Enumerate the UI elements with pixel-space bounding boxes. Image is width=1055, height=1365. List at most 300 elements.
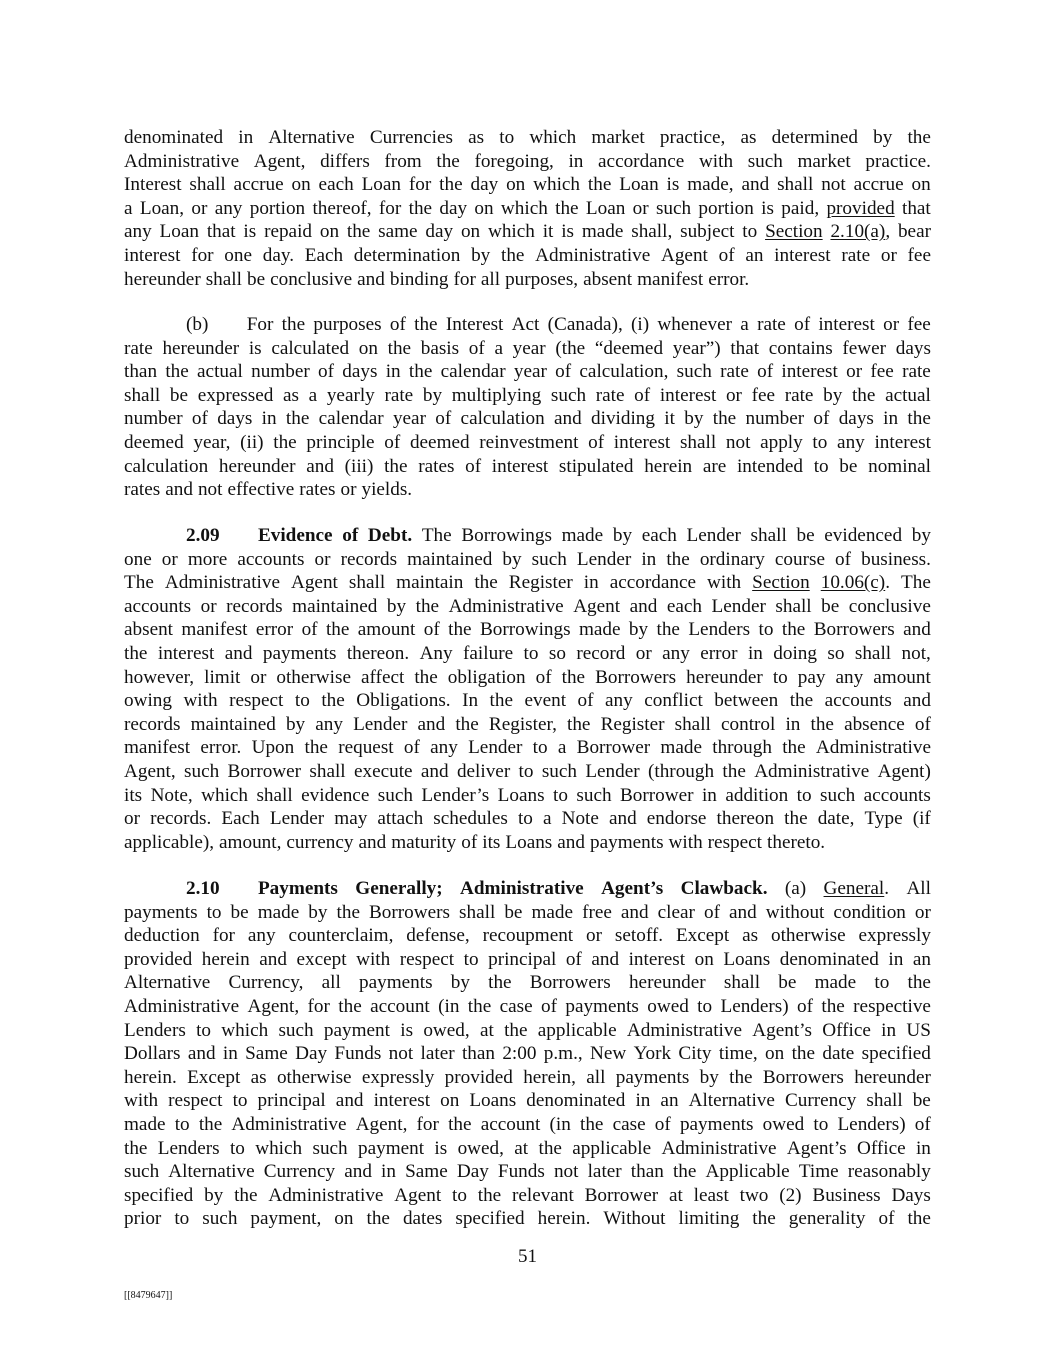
word: reinvestment (479, 431, 579, 453)
word: shall, (631, 221, 673, 243)
word (824, 877, 890, 901)
word: conclusive (848, 595, 931, 617)
word: of (703, 901, 720, 923)
word: an (745, 244, 764, 266)
word: is (666, 174, 680, 196)
word: than (461, 1043, 495, 1065)
word: by (684, 408, 704, 430)
word: subject (680, 221, 735, 243)
word: at (479, 1019, 494, 1041)
word: is (761, 197, 774, 219)
text-line (124, 642, 931, 666)
word: Day (456, 1161, 489, 1183)
word: the (712, 408, 737, 430)
word: the (436, 150, 460, 172)
word: the (366, 1208, 390, 1230)
word: the (500, 244, 525, 266)
word: a (308, 384, 318, 406)
word: Borrower (584, 1184, 659, 1206)
word: day (439, 197, 468, 219)
word: rate (124, 337, 153, 359)
word: to (523, 642, 539, 664)
word: the (448, 1113, 472, 1135)
word: the (722, 760, 746, 782)
word: calendar (440, 361, 506, 383)
word: Administrative (231, 1113, 347, 1135)
word: and (557, 831, 585, 853)
word: of (389, 314, 406, 335)
word: evidenced (824, 525, 903, 546)
word: for (307, 995, 330, 1017)
word: as (283, 384, 299, 406)
word: otherwise (770, 925, 846, 947)
word: endorse (646, 808, 707, 830)
word: on (440, 1090, 460, 1112)
text-line (124, 1042, 931, 1066)
word: not (553, 1161, 579, 1183)
word: as (742, 925, 759, 947)
word: on (334, 1208, 354, 1230)
word: to (812, 431, 828, 453)
word: Loans (469, 1090, 517, 1112)
word: addition (725, 784, 789, 806)
word: Act (511, 314, 540, 335)
word: owing (124, 690, 172, 712)
word: Loans (497, 784, 545, 806)
word: Dollars (124, 1043, 181, 1065)
word: business. (861, 548, 931, 570)
word: the (789, 690, 814, 712)
word: Alternative (168, 1161, 255, 1183)
word: purposes (313, 314, 382, 335)
text-line (124, 1207, 931, 1231)
word: Agent (573, 595, 621, 617)
word: of (588, 431, 605, 453)
word: days (217, 408, 253, 430)
word: any (605, 690, 633, 712)
word: shall (256, 784, 293, 806)
word: be (839, 455, 858, 477)
word: to (206, 901, 222, 923)
word: by (502, 548, 522, 570)
word: hereunder (124, 268, 201, 290)
word: expressed (197, 384, 274, 406)
word: manifest (124, 737, 191, 759)
word: Interest (445, 314, 504, 335)
word: made (531, 901, 574, 923)
word: days (342, 361, 378, 383)
word: prior (124, 1208, 162, 1230)
text-line (124, 337, 931, 361)
word: (the (555, 337, 586, 359)
word: condition (833, 901, 906, 923)
word: the (488, 972, 512, 994)
word: by (612, 525, 633, 546)
cross-reference-link[interactable]: Section (765, 221, 823, 243)
word: or (250, 666, 267, 688)
word: to (874, 972, 890, 994)
word: any (214, 197, 243, 219)
text-line (124, 244, 931, 268)
text-line (124, 618, 931, 642)
text-line (124, 666, 931, 690)
word: all (480, 268, 501, 290)
word: are (702, 455, 727, 477)
cross-reference-link[interactable]: General (823, 878, 885, 899)
cross-reference-link[interactable]: 2.10(a) (830, 221, 886, 243)
word: the (561, 666, 586, 688)
word: applicable (537, 1019, 617, 1041)
word: of (465, 455, 482, 477)
word: as (468, 127, 485, 148)
word: one (224, 244, 253, 266)
word: through (712, 737, 772, 759)
word: defense, (406, 925, 470, 947)
word: to (174, 1208, 190, 1230)
word: Agent, (355, 1113, 408, 1135)
word: rate (757, 314, 786, 335)
word: in (583, 572, 599, 594)
cross-reference-link[interactable]: 10.06(c) (820, 572, 886, 594)
word: of (914, 713, 931, 735)
word: accordance (609, 572, 696, 594)
word: by (628, 619, 649, 641)
word: course (774, 548, 825, 570)
word: with (124, 1090, 159, 1112)
word: Same (245, 1043, 288, 1065)
word: otherwise (276, 666, 351, 688)
word: Alternative (268, 127, 355, 148)
word: the (489, 690, 513, 712)
word: to (196, 1019, 212, 1041)
word: and (629, 595, 658, 617)
word: in (568, 150, 584, 172)
word: The (901, 572, 931, 594)
word: payments (359, 972, 433, 994)
text-line (124, 760, 931, 784)
cross-reference-link[interactable]: Section (752, 572, 810, 594)
word: maintained (292, 595, 378, 617)
text-line (124, 173, 931, 197)
text-line (124, 220, 931, 244)
word: applicable), (124, 831, 215, 853)
word: and (259, 948, 287, 970)
word: Agent’s (786, 1137, 847, 1159)
word: an (912, 948, 931, 970)
word: of (794, 314, 811, 335)
word: differs (320, 150, 370, 172)
word: deemed (124, 431, 184, 453)
word: the (907, 127, 931, 148)
word: such (124, 1161, 160, 1183)
word: free (582, 901, 612, 923)
word: to (517, 808, 533, 830)
word: on (460, 221, 481, 243)
word: be (821, 595, 840, 617)
word: Administrative (815, 737, 931, 759)
word: Currencies (369, 127, 453, 148)
word: deliver (456, 760, 511, 782)
word: than (630, 1161, 664, 1183)
word: calculation (460, 408, 545, 430)
word: respect (707, 831, 763, 853)
word: All (906, 878, 931, 899)
word: setoff. (614, 925, 664, 947)
word: denominated (779, 948, 879, 970)
word: thereon. (346, 642, 410, 664)
word: and (728, 901, 757, 923)
word: yearly (326, 384, 375, 406)
word: and (165, 479, 193, 501)
word: on (694, 948, 714, 970)
word: Administrative (164, 572, 280, 594)
word: which (529, 127, 577, 148)
word: foregoing, (474, 150, 554, 172)
word: error. (708, 268, 750, 290)
text-line (124, 1113, 931, 1137)
text-line (124, 995, 931, 1019)
word: payment, (250, 1208, 322, 1230)
word: its (124, 784, 143, 806)
word: by (911, 525, 931, 546)
word: event (524, 690, 567, 712)
word: to (532, 737, 548, 759)
word: which (533, 174, 581, 196)
word: actual (197, 361, 243, 383)
word: Office (822, 1019, 871, 1041)
section-heading: 2.10 Payments (186, 878, 338, 899)
word: thereof, (312, 197, 372, 219)
word: calendar (318, 408, 384, 430)
word: number (251, 361, 310, 383)
word: for (191, 244, 214, 266)
word: the (124, 642, 148, 664)
word: Administrative (754, 760, 870, 782)
word: rate (902, 361, 931, 383)
word: such (278, 1019, 314, 1041)
word: or (124, 808, 140, 830)
word: denominated (124, 127, 224, 148)
word: calculated (271, 337, 350, 359)
word: stipulated (558, 455, 634, 477)
word: payments (262, 642, 337, 664)
text-line (124, 784, 931, 808)
cross-reference-link[interactable]: provided (826, 197, 895, 219)
word: the (791, 1043, 816, 1065)
word: the (782, 737, 806, 759)
word: yields. (361, 479, 413, 501)
word: not (197, 479, 223, 501)
word: rate (595, 384, 625, 406)
word: of (191, 408, 208, 430)
word: to (451, 1184, 467, 1206)
word: (2) (779, 1184, 802, 1206)
text-line (124, 268, 931, 292)
word: shall (459, 901, 496, 923)
word: to (742, 221, 758, 243)
word: the (338, 995, 362, 1017)
word: Borrowers (529, 972, 611, 994)
word: Lender (353, 713, 408, 735)
word: Note, (150, 784, 193, 806)
word: principal (257, 1090, 326, 1112)
word: deemed (409, 431, 470, 453)
word: that (901, 197, 931, 219)
word: recoupment (482, 925, 574, 947)
word: days (838, 408, 874, 430)
word: (in (549, 1113, 571, 1135)
word: the (336, 901, 360, 923)
word: provided (124, 948, 193, 970)
word: such (312, 1137, 348, 1159)
word: failure (463, 642, 514, 664)
word: on (911, 174, 931, 196)
word: the (408, 361, 433, 383)
word: Agent (660, 244, 708, 266)
word: whenever (657, 314, 732, 335)
word: absent (583, 268, 633, 290)
word: a (494, 337, 503, 359)
word: thereon (716, 808, 775, 830)
word: records (226, 595, 283, 617)
word: not (388, 1043, 414, 1065)
word: which (221, 1019, 269, 1041)
word: in (385, 361, 401, 383)
word: on (319, 221, 340, 243)
word: The (124, 572, 154, 594)
word: of (797, 995, 813, 1017)
word: rate (720, 361, 749, 383)
word: fee (907, 244, 931, 266)
word: of (835, 548, 852, 570)
word: Lender (468, 737, 523, 759)
word: paid, (781, 197, 820, 219)
word: to (697, 995, 713, 1017)
word: be (778, 972, 797, 994)
word: is (243, 221, 257, 243)
word: the (408, 197, 433, 219)
text-line (124, 807, 931, 831)
word: Administrative (124, 995, 240, 1017)
word: that (206, 221, 236, 243)
word: by (285, 713, 306, 735)
word: to (813, 455, 829, 477)
word: nominal (868, 455, 931, 477)
word: made (660, 737, 702, 759)
text-line (124, 384, 931, 408)
word: owed, (423, 1019, 470, 1041)
word: contains (768, 337, 833, 359)
word: however, (124, 666, 195, 688)
word: and (554, 408, 582, 430)
word: shall (309, 760, 346, 782)
word: any (837, 431, 865, 453)
word: in (888, 948, 904, 970)
word: on (474, 197, 494, 219)
word: the (851, 384, 876, 406)
word: respect (399, 948, 455, 970)
word: principle (306, 431, 375, 453)
word: or (635, 642, 652, 664)
word: between (714, 690, 779, 712)
word: Interest (124, 174, 182, 196)
word: purposes, (505, 268, 579, 290)
word: specified (124, 1184, 194, 1206)
word: multiplying (451, 384, 542, 406)
word: be (912, 1090, 931, 1112)
word: Lender’s (421, 784, 490, 806)
word: made, (687, 174, 734, 196)
word: by (823, 384, 843, 406)
word: for (453, 268, 476, 290)
word: any (835, 666, 864, 688)
text-line (124, 197, 931, 221)
word: (b) For (186, 314, 274, 335)
word: record (576, 642, 626, 664)
text-line (124, 431, 931, 455)
word: and (344, 1161, 372, 1183)
word: Upon (251, 737, 295, 759)
word: . (885, 572, 890, 594)
word: of (318, 361, 334, 383)
word: counterclaim, (288, 925, 394, 947)
word: otherwise (276, 1066, 352, 1088)
word: the (414, 314, 438, 335)
word: in (785, 713, 801, 735)
word: Administrative (535, 244, 651, 266)
word: currency (286, 831, 354, 853)
word: expressly (361, 1066, 435, 1088)
word: or (161, 548, 178, 570)
text-line (124, 478, 931, 502)
word: fewer (842, 337, 887, 359)
word: on (358, 337, 378, 359)
word: denominated (526, 1090, 626, 1112)
word: by (471, 244, 491, 266)
word: records. (150, 808, 212, 830)
word: error (700, 642, 738, 664)
word: shall (854, 642, 892, 664)
word: year (513, 361, 547, 383)
word: the (672, 1161, 697, 1183)
word: made (814, 972, 857, 994)
word: Agent, (124, 760, 176, 782)
word: shall (777, 174, 814, 196)
word: date (822, 1043, 855, 1065)
word: or (880, 244, 897, 266)
word: Days (891, 1184, 931, 1206)
word: with (356, 948, 391, 970)
word: shall (775, 595, 812, 617)
word: payment (358, 1137, 425, 1159)
word: to (229, 1137, 245, 1159)
word: in (238, 127, 254, 148)
word: interest (491, 455, 549, 477)
word: hereunder (162, 337, 240, 359)
word: the (321, 690, 345, 712)
word: the (907, 1208, 931, 1230)
word: in (381, 1161, 396, 1183)
text-line (124, 524, 931, 548)
word: (Canada), (547, 314, 623, 335)
word: to (499, 127, 515, 148)
word: made (578, 619, 621, 641)
section-heading: Debt. (367, 525, 413, 546)
word: a (557, 737, 567, 759)
word: Borrower (620, 784, 694, 806)
word: to (294, 690, 310, 712)
paragraph-interest-act-canada (124, 313, 931, 502)
